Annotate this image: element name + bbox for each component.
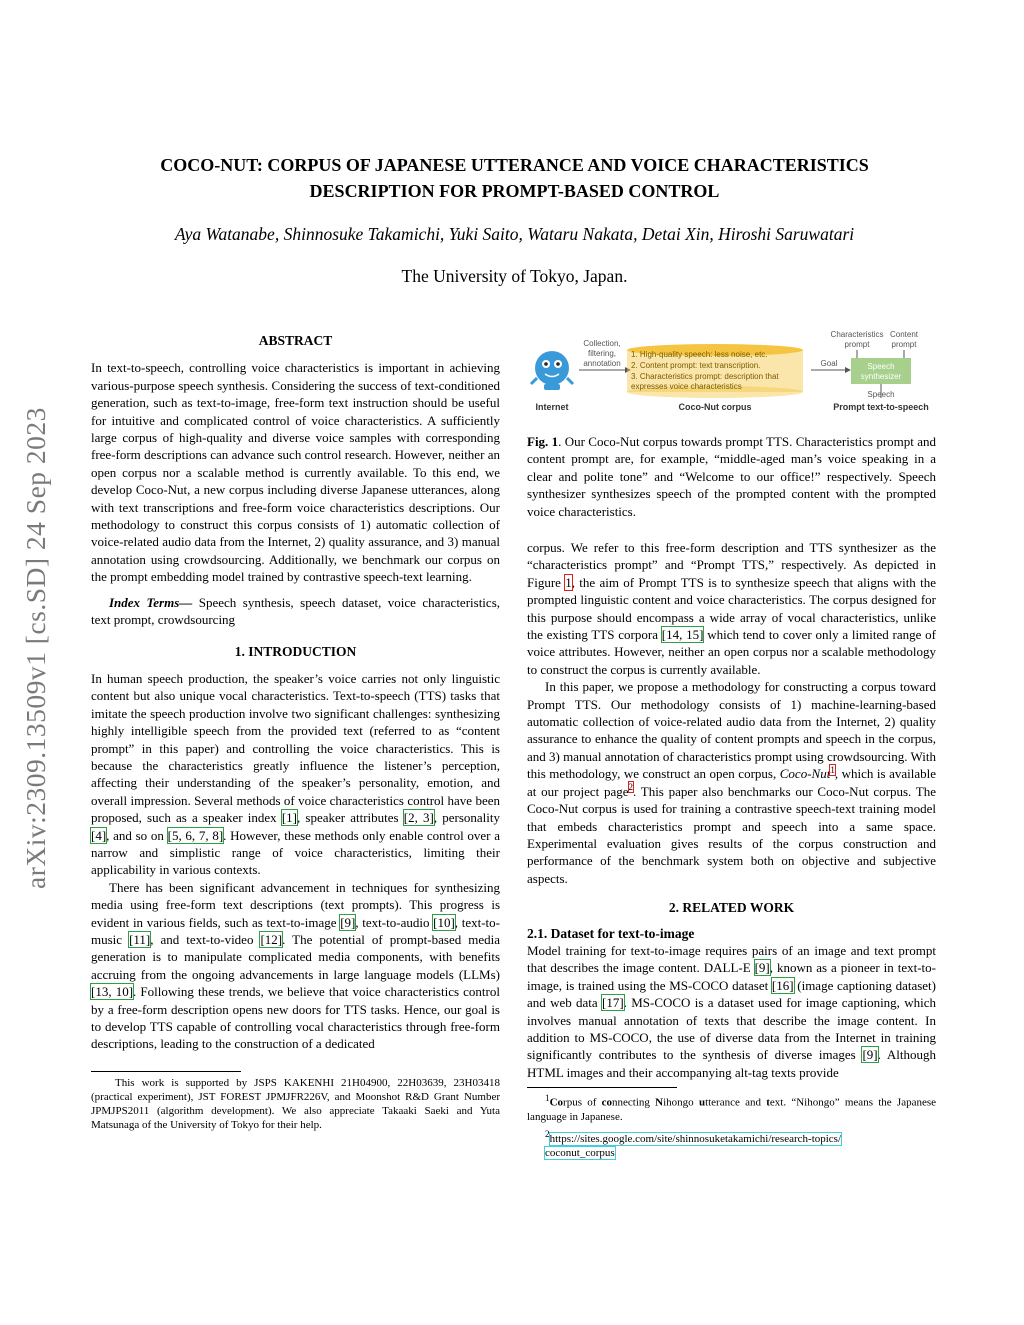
internet-robot-icon	[531, 351, 573, 390]
footnote-ref-1[interactable]: 1	[830, 764, 835, 775]
synth-label-1: Speech	[867, 362, 895, 371]
corpus-item-1: 1. High-quality speech: less noise, etc.	[631, 350, 768, 359]
citation-link[interactable]: [9]	[862, 1047, 878, 1063]
figure-ref-link[interactable]: 1	[565, 574, 572, 590]
related-paragraph: Model training for text-to-image requires pairs of an image and text prompt that describes the image content. DALL-E [9], known as a pioneer in text-to-image, is trained using the MS-COCO dataset [16] (image captioning dataset) and web data [17]. MS-COCO is a dataset used for image captioning, which involves manual annotation of texts that describe the image content. In addition to MS-COCO, the use of diverse data from the Internet in training significantly contributes to the synthesis of diverse images [9]. Although HTML images and their accompanying alt-tag texts provide	[527, 942, 937, 1080]
citation-link[interactable]: [16]	[771, 977, 794, 993]
speech-output-label: Speech	[867, 390, 895, 399]
project-url-link-2[interactable]: coconut_corpus	[545, 1146, 615, 1159]
left-column	[91, 332, 500, 1132]
content-prompt-label-1: Content	[889, 330, 919, 339]
char-prompt-label-2: prompt	[844, 340, 870, 349]
figure-1-caption	[527, 433, 936, 520]
citation-link[interactable]: [4]	[91, 827, 107, 843]
figure-1	[527, 326, 937, 416]
right-column	[527, 539, 936, 1160]
subsection-heading: 2.1. Dataset for text-to-image	[527, 925, 695, 941]
citation-link[interactable]: [10]	[433, 914, 455, 930]
char-prompt-label-1: Characteristics	[830, 330, 884, 339]
right-paragraph-1: corpus. We refer to this free-form description and TTS synthesizer as the “characteristics prompt” and “Prompt TTS,” respectively. As depicted in Figure 1, the aim of Prompt TTS is to synthesize speech that aligns with the prompted linguistic content and voice characteristics. The corpus designed for this purpose should encompass a wide array of vocal characteristics, unlike the existing TTS corpora [14, 15] which tend to cover only a limited range of voice attributes. However, neither an open corpus nor a scalable methodology to construct the corpus is currently available.	[527, 540, 936, 677]
right-paragraph-2: In this paper, we propose a methodology for constructing a corpus toward Prompt TTS. Our methodology consists of 1) machine-learning-based automatic collection of voice-related audio data from the Internet, 2) quality assurance to enhance the quality of content prompts and speech in the corpus, and 3) manual annotation of characteristics prompt using crowdsourcing. With this methodology, we construct an open corpus, Coco-Nut$^1$, which is available at our project page$^2$. This paper also benchmarks our Coco-Nut corpus. The Coco-Nut corpus is used for training a contrastive speech-text training model that embeds characteristics prompt and speech into a same space. Experimental evaluation gives results of the corpus construction and performance of the benchmark system both on objective and subjective aspects.	[527, 679, 937, 886]
footnote-rule	[91, 1071, 241, 1072]
abstract-text: In text-to-speech, controlling voice characteristics is important in achieving various-purpose speech synthesis. Considering the success of text-conditioned generation, such as text-to-image, free-form text instruction should be useful for intuitive and complicated control of voice characteristics. A sufficiently large corpus of high-quality and diverse voice samples with corresponding free-form descriptions can advance such control research. However, neither an open corpus nor a scalable method is currently available. To this end, we develop Coco-Nut, a new corpus including diverse Japanese utterances, along with text transcriptions and free-form voice characteristics descriptions. Our methodology to construct this corpus consists of 1) automatic collection of voice-related audio data from the Internet, 2) quality assurance, and 3) manual annotation using crowdsourcing. Additionally, we benchmark our corpus on the prompt embedding model trained by contrastive speech-text learning.	[91, 360, 500, 585]
intro-paragraph-1: In human speech production, the speaker’s voice carries not only linguistic content but also unique vocal characteristics. Text-to-speech (TTS) tasks that imitate the speech production involve two significant challenges: synthesizing highly intelligible speech from the provided text (referred to as “content prompt” in this paper) and controlling the voice characteristics. This is because the characteristics greatly influence the listener’s perception, affecting their understanding of the speaker’s personality, emotion, and overall impression. Several methods of voice characteristics control have been proposed, such as a speaker index [1], speaker attributes [2, 3], personality [4], and so on [5, 6, 7, 8]. However, these methods only enable control over a narrow and simplistic range of voice characteristics, limiting their applicability in various contexts.	[91, 670, 500, 878]
citation-link[interactable]: [11]	[129, 932, 151, 947]
citation-link[interactable]: [5, 6, 7, 8]	[167, 827, 224, 843]
corpus-label: Coco-Nut corpus	[678, 402, 752, 412]
collection-label-2: filtering,	[587, 349, 617, 358]
corpus-item-3: 3. Characteristics prompt: description that	[631, 372, 779, 381]
footnote-rule-right	[527, 1087, 677, 1088]
collection-label-1: Collection,	[583, 339, 621, 348]
arxiv-sidebar	[16, 348, 56, 948]
goal-label: Goal	[820, 359, 838, 368]
abstract-heading: ABSTRACT	[258, 333, 333, 348]
footnote-ref-2[interactable]: 2	[628, 782, 634, 793]
title-line-1: COCO-NUT: CORPUS OF JAPANESE UTTERANCE AND VOICE CHARACTERISTICS	[160, 155, 869, 175]
authors: Aya Watanabe, Shinnosuke Takamichi, Yuki Saito, Wataru Nakata, Detai Xin, Hiroshi Saruwatari	[174, 224, 855, 244]
figure-caption-label: Fig. 1	[527, 434, 559, 449]
corpus-name: Coco-Nut	[779, 766, 831, 782]
intro-heading: 1. INTRODUCTION	[234, 643, 357, 659]
footnote-1: $^1$Corpus of connecting Nihongo utterance and text. “Nihongo” means the Japanese language in Japanese.	[527, 1093, 936, 1123]
title-line-2: DESCRIPTION FOR PROMPT-BASED CONTROL	[309, 181, 720, 201]
arxiv-id: arXiv:2309.13509v1 [cs.SD] 24 Sep 2023	[20, 407, 51, 889]
corpus-item-4: expresses voice characteristics	[631, 382, 742, 391]
citation-link[interactable]: [13, 10]	[91, 984, 134, 1000]
footnote-2: $^2$https://sites.google.com/site/shinnosuketakamichi/research-topics/ coconut_corpus	[545, 1128, 842, 1159]
paper-title	[92, 152, 937, 204]
funding-footnote: This work is supported by JSPS KAKENHI 21H04900, 22H03639, 23H03418 (practical experiment), JST FOREST JPMJFR226V, and Moonshot R&D Grant Number JPMJPS2011 (algorithm development). We also appreciate Takaaki Saeki and Yuta Matsunaga of the University of Tokyo for their help.	[91, 1076, 500, 1131]
tts-label: Prompt text-to-speech	[833, 402, 929, 412]
synth-label-2: synthesizer	[860, 372, 902, 381]
index-terms	[91, 594, 500, 629]
content-prompt-label-2: prompt	[891, 340, 917, 349]
corpus-item-2: 2. Content prompt: text transcription.	[631, 361, 761, 370]
internet-label: Internet	[535, 402, 569, 412]
index-terms-label: Index Terms—	[109, 594, 193, 610]
project-url-link[interactable]: https://sites.google.com/site/shinnosuketakamichi/research-topics/	[549, 1132, 842, 1145]
intro-paragraph-2: There has been significant advancement in techniques for synthesizing media using free-form text descriptions (text prompts). This progress is evident in various fields, such as text-to-image [9], text-to-audio [10], text-to-music [11], and text-to-video [12]. The potential of prompt-based media generation is to manipulate complicated media components, with benefits accruing from the ongoing advancements in large language models (LLMs) [13, 10]. Following these trends, we believe that voice characteristics control by a free-form description opens new doors for TTS tasks. Hence, our goal is to develop TTS capable of controlling vocal characteristics through free-form descriptions, leading to the construction of a dedicated	[91, 879, 500, 1052]
citation-link[interactable]: [17]	[601, 995, 624, 1011]
figure-1-diagram	[527, 326, 937, 416]
citation-link[interactable]: [9]	[340, 914, 356, 930]
citation-link[interactable]: [14, 15]	[661, 627, 704, 643]
citation-link[interactable]: [2, 3]	[403, 810, 434, 826]
citation-link[interactable]: [1]	[281, 810, 297, 826]
citation-link[interactable]: [12]	[260, 932, 283, 947]
related-work-heading: 2. RELATED WORK	[668, 900, 795, 916]
citation-link[interactable]: [9]	[754, 960, 770, 976]
collection-label-3: annotation	[583, 359, 621, 368]
figure-caption-text: . Our Coco-Nut corpus towards prompt TTS. Characteristics prompt and content prompt are, for example, “middle-aged man’s voice speaking in a clear and polite tone” and “Welcome to our office!” respectively. Speech synthesizer synthesizes speech of the prompted content with the prompted voice characteristics.	[527, 434, 936, 519]
index-terms-text: Speech synthesis, speech dataset, voice characteristics, text prompt, crowdsourcing	[91, 594, 500, 628]
affiliation: The University of Tokyo, Japan.	[401, 266, 628, 286]
